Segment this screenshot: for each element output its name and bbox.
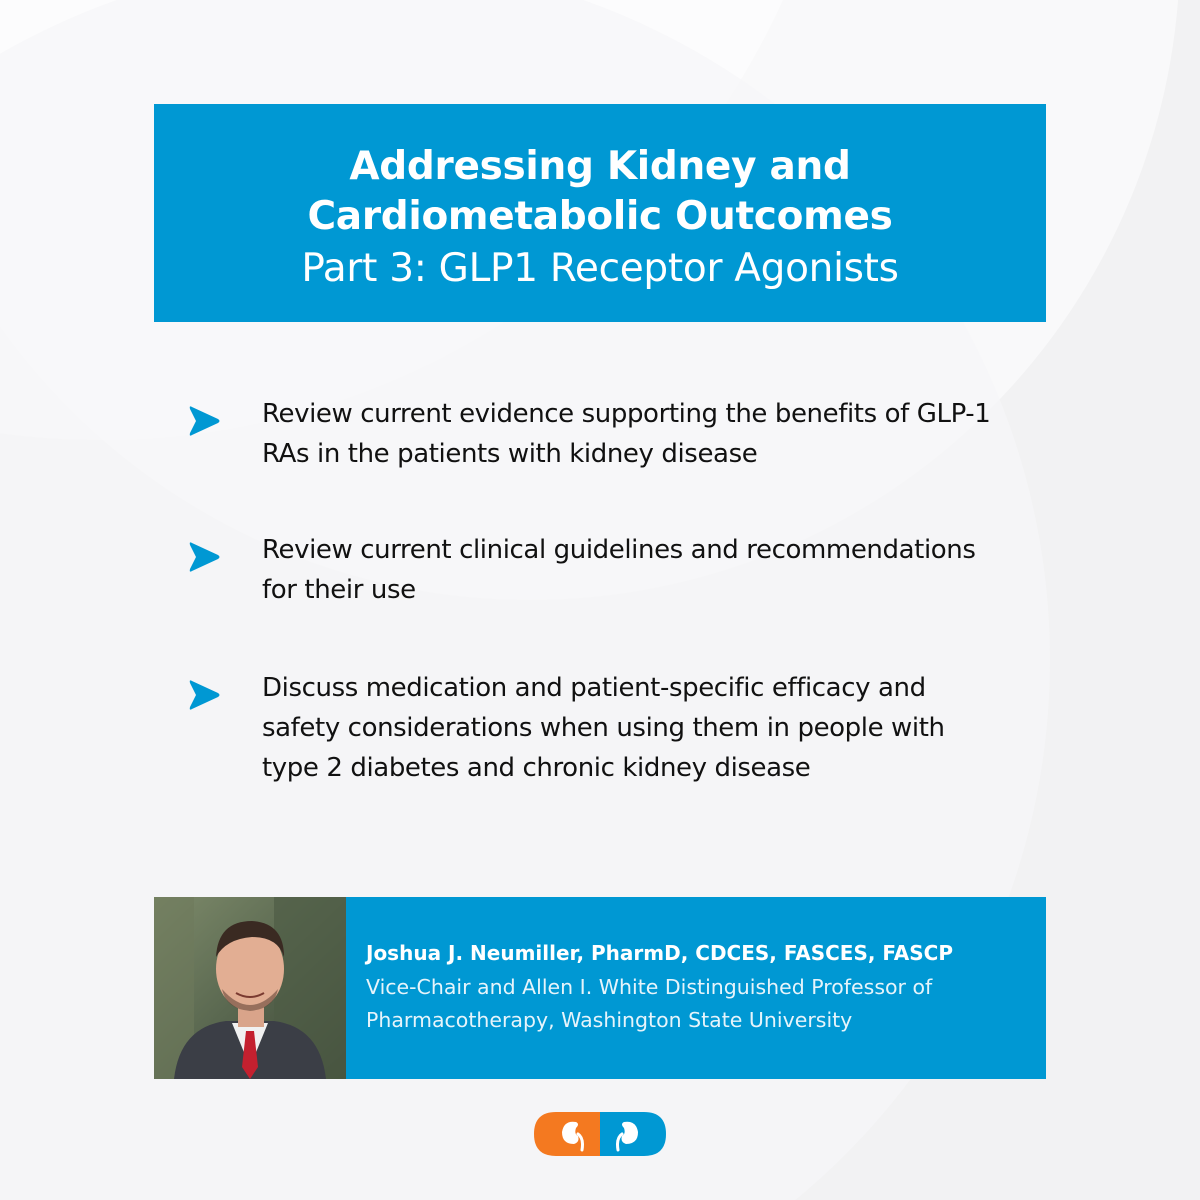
speaker-card xyxy=(154,897,1046,1079)
objective-text: Review current evidence supporting the benefits of GLP-1 RAs in the patients with kidney disease xyxy=(262,399,991,469)
speaker-photo xyxy=(154,897,346,1079)
title-banner xyxy=(154,104,1046,322)
speaker-name: Joshua J. Neumiller, PharmD, CDCES, FASCES, FASCP xyxy=(366,941,954,965)
play-arrow-icon xyxy=(186,540,222,574)
play-arrow-icon xyxy=(186,678,222,712)
speaker-role: Vice-Chair and Allen I. White Distinguished Professor of Pharmacotherapy, Washington State University xyxy=(366,975,933,1032)
objective-text: Review current clinical guidelines and recommendations for their use xyxy=(262,535,976,605)
title-line-1: Addressing Kidney and xyxy=(349,144,851,189)
title-line-2: Cardiometabolic Outcomes xyxy=(307,194,893,239)
objective-text: Discuss medication and patient-specific efficacy and safety considerations when using them in people with type 2 diabetes and chronic kidney disease xyxy=(262,673,945,783)
play-arrow-icon xyxy=(186,404,222,438)
subtitle: Part 3: GLP1 Receptor Agonists xyxy=(301,246,899,291)
kidney-logo-icon xyxy=(532,1110,668,1158)
